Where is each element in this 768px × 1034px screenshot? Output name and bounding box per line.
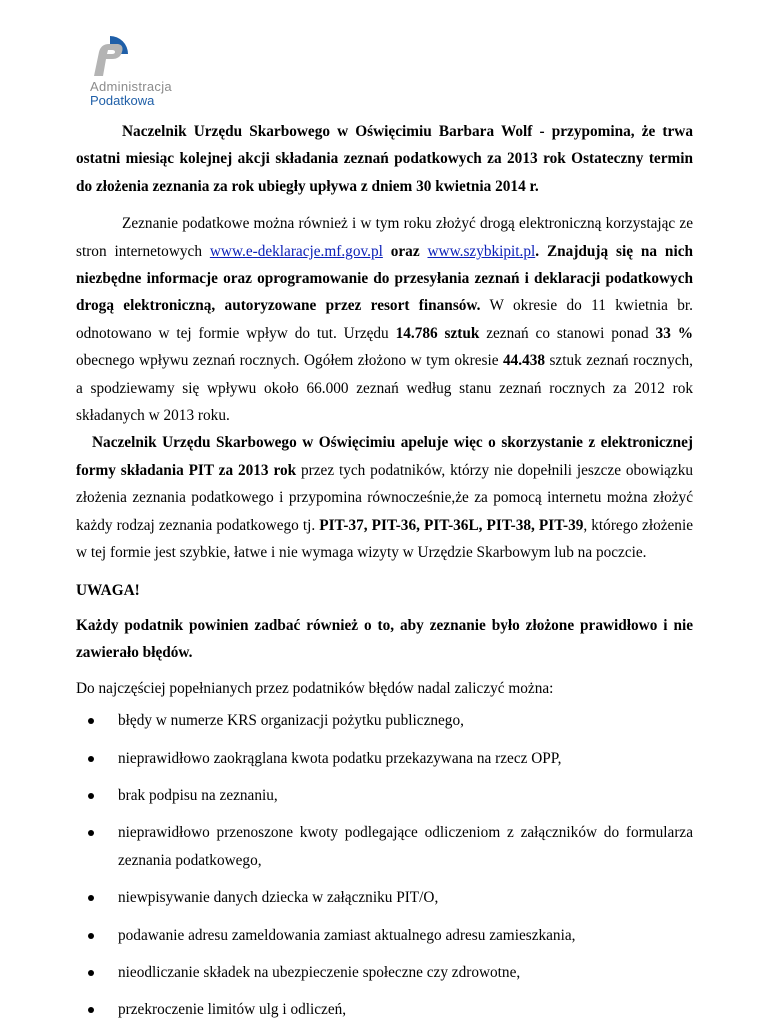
intro-text: Naczelnik Urzędu Skarbowego w Oświęcimiu Barbara Wolf - przypomina, że trwa ostatni miesiąc kolejnej akcji składania zeznań podatkowych za 2013 rok Ostateczny termin do złożenia zeznania za rok ubiegły upływa z dniem 30 kwietnia 2014 r.: [76, 123, 693, 195]
text: obecnego wpływu zeznań rocznych. Ogółem złożono w tym okresie: [76, 352, 503, 370]
count-electronic: 14.786 sztuk: [395, 324, 480, 342]
list-item: nieodliczanie składek na ubezpieczenie społeczne czy zdrowotne,: [76, 959, 693, 986]
link-szybkipit[interactable]: www.szybkipit.pl: [427, 242, 536, 260]
warning-text: Każdy podatnik powinien zadbać również o to, aby zeznanie było złożone prawidłowo i nie zawierało błędów.: [76, 616, 693, 662]
list-item: brak podpisu na zeznaniu,: [76, 782, 693, 809]
bullet-icon: [88, 970, 94, 976]
bullet-icon: [88, 718, 94, 724]
count-total: 44.438: [502, 352, 546, 370]
bullet-icon: [88, 793, 94, 799]
bullet-icon: [88, 1007, 94, 1013]
text: oraz: [382, 242, 428, 260]
warning-title: UWAGA!: [76, 581, 140, 599]
bullet-icon: [88, 895, 94, 901]
bullet-icon: [88, 830, 94, 836]
errors-list: [76, 707, 693, 1024]
text: W okresie do 11 kwietnia br. odnotowano w tej formie wpływ do tut. Urzędu: [76, 297, 693, 342]
text: , którego złożenie w tej formie jest szybkie, łatwe i nie wymaga wizyty w Urzędzie Skarbowym lub na poczcie.: [76, 516, 693, 562]
list-item: podawanie adresu zameldowania zamiast aktualnego adresu zamieszkania,: [76, 922, 693, 949]
bullet-icon: [88, 933, 94, 939]
pit-forms: PIT-37, PIT-36, PIT-36L, PIT-38, PIT-39: [319, 516, 584, 534]
document-body: [76, 118, 693, 1034]
errors-intro: Do najczęściej popełnianych przez podatników błędów nadal zaliczyć można:: [76, 679, 554, 697]
text: sztuk zeznań rocznych, a spodziewamy się wpływu około 66.000 zeznań według stanu zeznań rocznych za 2012 rok składanych w 2013 roku.: [76, 352, 693, 425]
logo-line-2: Podatkowa: [90, 93, 155, 108]
list-item: niewpisywanie danych dziecka w załączniku PIT/O,: [76, 884, 693, 911]
text: . Znajdują się na nich niezbędne informacje oraz oprogramowanie do przesyłania zeznań i deklaracji podatkowych drogą elektroniczną, autoryzowane przez resort finansów.: [76, 242, 693, 315]
paragraph-electronic: [76, 210, 693, 429]
list-item: błędy w numerze KRS organizacji pożytku publicznego,: [76, 707, 693, 734]
text: przez tych podatników, którzy nie dopełnili jeszcze obowiązku złożenia zeznania podatkowego i przypomina równocześnie,że za pomocą internetu można złożyć każdy rodzaj zeznania podatkowego tj.: [76, 461, 693, 534]
percent-electronic: 33 %: [655, 324, 694, 342]
list-item: przekroczenie limitów ulg i odliczeń,: [76, 996, 693, 1023]
appeal-bold: Naczelnik Urzędu Skarbowego w Oświęcimiu apeluje więc o skorzystanie z elektronicznej formy składania PIT za 2013 rok: [76, 434, 693, 479]
logo-text: [90, 80, 172, 108]
list-item: nieprawidłowo przenoszone kwoty podlegające odliczeniom z załączników do formularza zeznania podatkowego,: [76, 819, 693, 874]
paragraph-intro: [76, 118, 693, 200]
text: Zeznanie podatkowe można również i w tym roku złożyć drogą elektroniczną korzystając ze stron internetowych: [76, 215, 693, 260]
text: zeznań co stanowi ponad: [479, 324, 656, 342]
logo-line-1: Administracja: [90, 79, 172, 94]
bullet-icon: [88, 756, 94, 762]
paragraph-appeal: [76, 429, 693, 566]
list-item: nieprawidłowo zaokrąglana kwota podatku przekazywana na rzecz OPP,: [76, 745, 693, 772]
logo-mark-icon: [88, 30, 148, 80]
link-e-deklaracje[interactable]: www.e-deklaracje.mf.gov.pl: [209, 242, 383, 260]
